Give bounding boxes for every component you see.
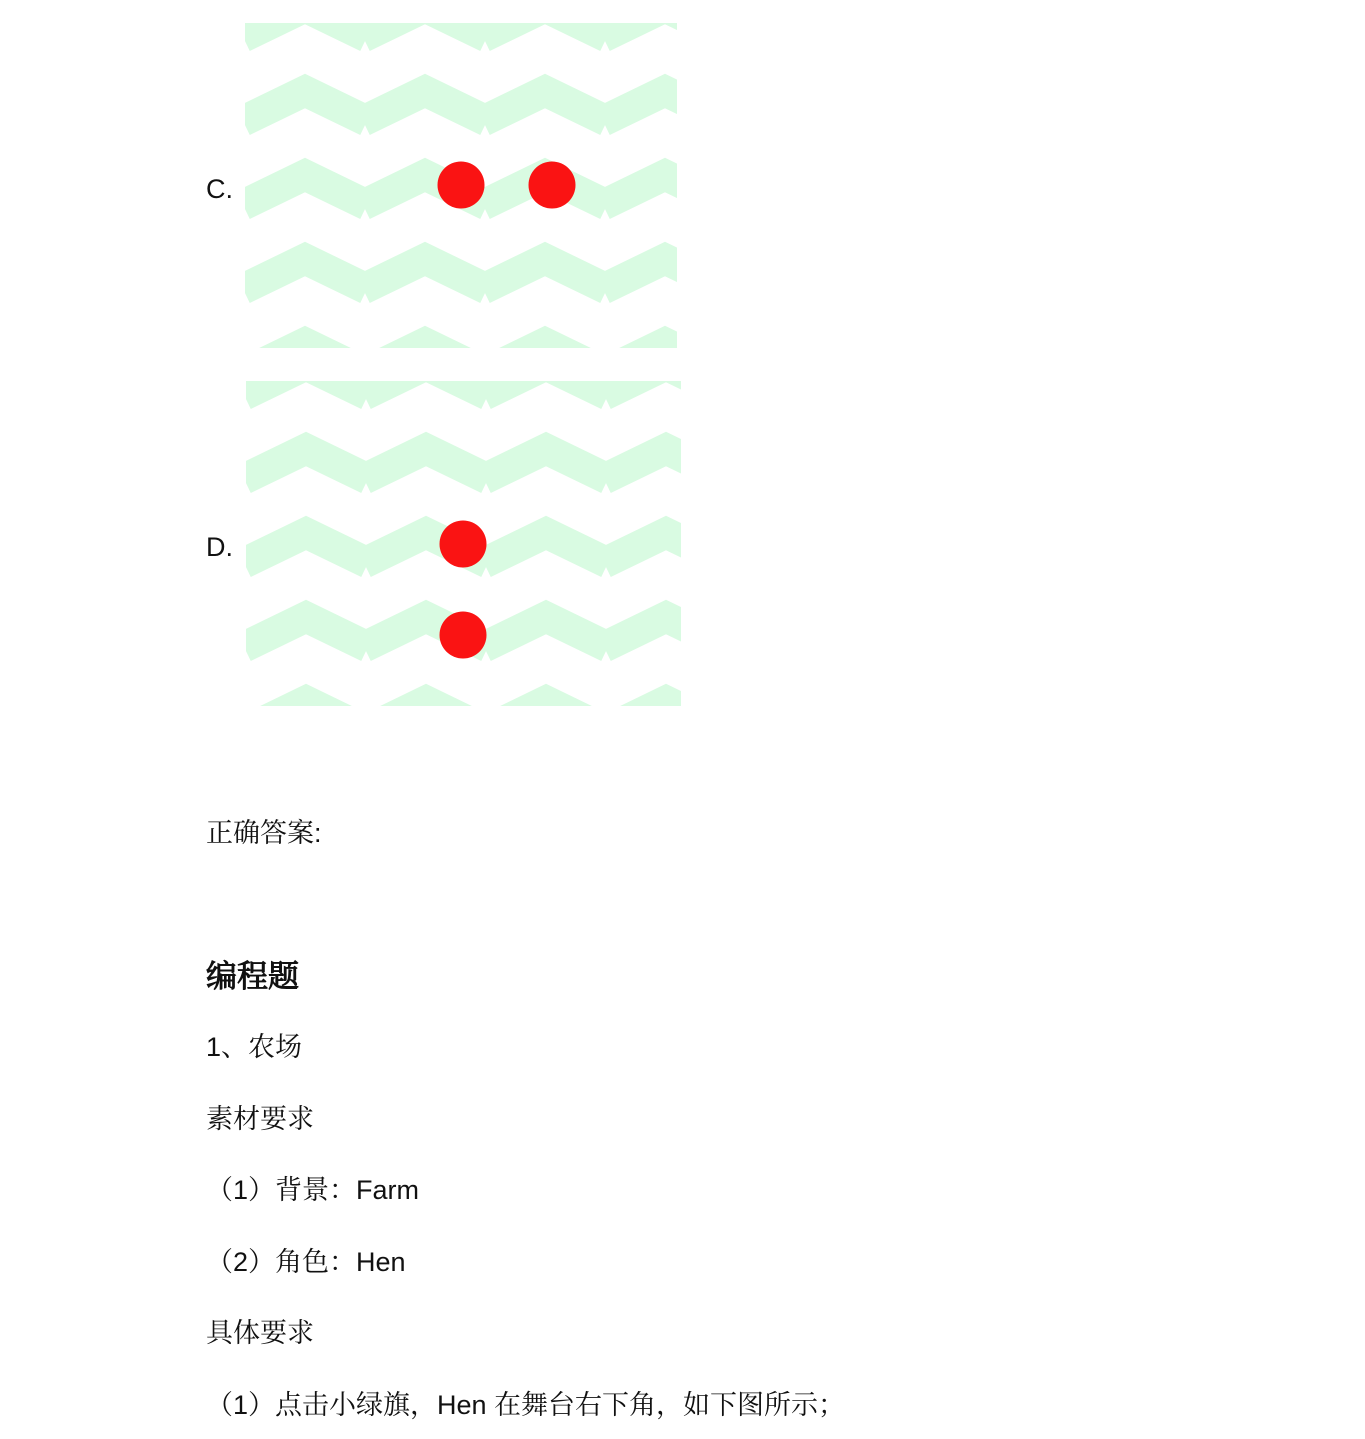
section-title: 编程题: [206, 959, 299, 994]
answer-label: 正确答案:: [206, 818, 322, 848]
option-c-stage: [245, 23, 677, 348]
material-item-background: （1）背景：Farm: [206, 1175, 420, 1205]
red-dot: [440, 612, 487, 659]
option-d-letter: D.: [206, 532, 233, 562]
red-dot: [440, 521, 487, 568]
requirement-item: （1）点击小绿旗，Hen 在舞台右下角，如下图所示；: [206, 1390, 846, 1420]
option-d-stage: [246, 381, 681, 706]
red-dot: [529, 162, 576, 209]
requirements-heading: 具体要求: [206, 1318, 314, 1348]
option-d-image[interactable]: [246, 381, 681, 706]
materials-heading: 素材要求: [206, 1104, 314, 1134]
red-dot: [438, 162, 485, 209]
question-title: 1、农场: [206, 1032, 303, 1062]
material-item-character: （2）角色：Hen: [206, 1247, 406, 1277]
option-c-image[interactable]: [245, 23, 677, 348]
option-c-letter: C.: [206, 174, 233, 204]
